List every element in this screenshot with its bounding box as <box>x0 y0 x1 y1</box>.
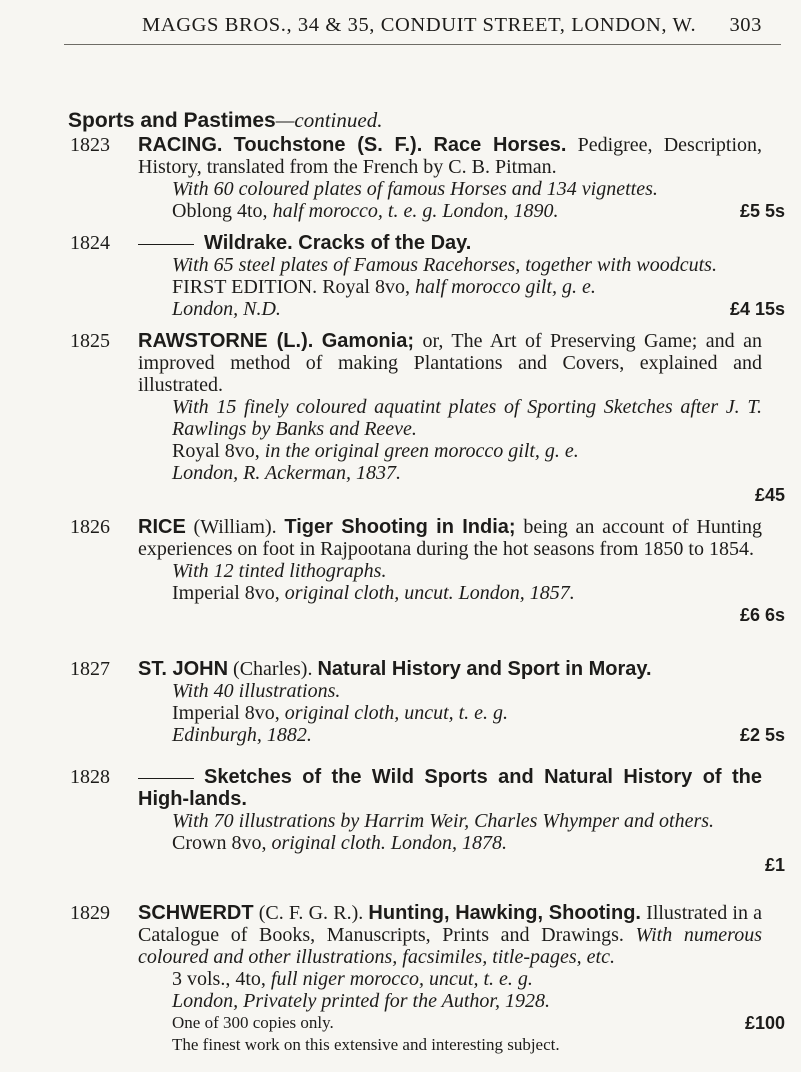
catalogue-entry <box>0 134 801 222</box>
entry-author: Touchstone (S. F.). <box>233 134 423 156</box>
entry-price: £5 5s <box>739 201 785 221</box>
entry-imprint: London, N.D. <box>172 298 281 320</box>
entry-author-initials: (C. F. G. R.). <box>258 902 364 924</box>
entry-imprint: London, 1857. <box>458 582 575 604</box>
entry-illustrations: With 65 steel plates of Famous Racehorses, together with woodcuts. <box>172 254 717 276</box>
entry-illustrations: With 60 coloured plates of famous Horses and 134 vignettes. <box>172 178 658 200</box>
entry-illustrations: With 70 illustrations by Harrim Weir, Charles Whymper and others. <box>172 810 715 832</box>
lot-number: 1823 <box>70 134 110 156</box>
lot-number: 1825 <box>70 330 110 352</box>
lot-number: 1827 <box>70 658 110 680</box>
header-rule <box>64 44 781 45</box>
entry-imprint: London, R. Ackerman, 1837. <box>172 462 402 484</box>
entry-imprint: Edinburgh, 1882. <box>172 724 312 746</box>
entry-price: £1 <box>764 855 785 875</box>
catalogue-entry <box>0 232 801 320</box>
entry-format: Oblong 4to, half morocco, t. e. g. London, 1890. <box>172 200 559 222</box>
catalogue-entry <box>0 902 801 1056</box>
entry-author-initials: (William). <box>193 516 277 538</box>
entry-price: £4 15s <box>729 299 785 319</box>
entry-illustrations: With 12 tinted lithographs. <box>172 560 387 582</box>
entry-author: RAWSTORNE (L.). <box>138 330 314 352</box>
entry-description: Pedigree, Description, History, translated from the French by C. B. Pitman. <box>138 134 763 178</box>
entry-price: £100 <box>744 1013 785 1033</box>
entry-title: Race Horses. <box>433 134 567 156</box>
entry-description: Illustrated in a Catalogue of Books, Manuscripts, Prints and Drawings. <box>138 902 763 946</box>
entry-imprint: London, 1890. <box>442 200 559 222</box>
section-continued: —continued. <box>275 108 383 132</box>
entry-description: or, The Art of Preserving Game; and an improved method of making Plantations and Covers, explained and illustrated. <box>138 330 762 396</box>
catalogue-entry <box>0 330 801 505</box>
ditto-dash <box>138 244 194 245</box>
entry-title: Hunting, Hawking, Shooting. <box>368 902 641 924</box>
entry-illustrations: With 15 finely coloured aquatint plates of Sporting Sketches after J. T. Rawlings by Banks and Reeve. <box>172 396 762 440</box>
entry-price: £6 6s <box>739 605 785 625</box>
lot-number: 1824 <box>70 232 110 254</box>
entry-title: Tiger Shooting in India; <box>284 516 516 538</box>
entry-author: ST. JOHN <box>138 658 229 680</box>
header-title: MAGGS BROS., 34 & 35, CONDUIT STREET, LONDON, W. <box>142 14 697 36</box>
entry-author: RICE <box>138 516 186 538</box>
entry-imprint: London, Privately printed for the Author, 1928. <box>172 990 550 1012</box>
entry-description: being an account of Hunting experiences on foot in Rajpootana during the hot seasons from 1850 to 1854. <box>138 516 763 560</box>
entry-format: Imperial 8vo, original cloth, uncut, t. e. g. <box>172 702 509 724</box>
entry-format: FIRST EDITION. Royal 8vo, half morocco gilt, g. e. <box>172 276 596 298</box>
catalogue-entry <box>0 658 801 746</box>
running-header <box>142 14 762 37</box>
entry-title: Gamonia; <box>321 330 414 352</box>
entry-price: £45 <box>754 485 785 505</box>
page-number: 303 <box>729 14 762 36</box>
lot-number: 1826 <box>70 516 110 538</box>
entry-price: £2 5s <box>739 725 785 745</box>
section-title: Sports and Pastimes <box>68 109 276 132</box>
entry-edition: FIRST EDITION. <box>172 276 318 298</box>
catalogue-entry <box>0 516 801 625</box>
lot-number: 1828 <box>70 766 110 788</box>
catalogue-entry <box>0 766 801 875</box>
entry-author: SCHWERDT <box>138 902 254 924</box>
entry-format: Crown 8vo, original cloth. London, 1878. <box>172 832 508 854</box>
entry-author-initials: (Charles). <box>233 658 313 680</box>
entry-format: Royal 8vo, in the original green morocco gilt, g. e. <box>172 440 579 462</box>
entry-format: 3 vols., 4to, full niger morocco, uncut, t. e. g. <box>172 968 533 990</box>
entry-title: Wildrake. Cracks of the Day. <box>204 232 472 254</box>
entry-format: Imperial 8vo, original cloth, uncut. London, 1857. <box>172 582 575 604</box>
entry-illustrations: With numerous coloured and other illustrations, facsimiles, title-pages, etc. <box>138 924 762 968</box>
ditto-dash <box>138 778 194 779</box>
entry-note: The finest work on this extensive and interesting subject. <box>172 1035 560 1054</box>
entry-heading: RACING. <box>138 134 223 156</box>
entry-title: Natural History and Sport in Moray. <box>317 658 652 680</box>
section-heading <box>68 108 382 133</box>
entry-title: Sketches of the Wild Sports and Natural History of the High-lands. <box>138 766 762 810</box>
lot-number: 1829 <box>70 902 110 924</box>
entry-note: One of 300 copies only. <box>172 1013 334 1032</box>
entry-illustrations: With 40 illustrations. <box>172 680 341 702</box>
entry-imprint: London, 1878. <box>390 832 508 854</box>
